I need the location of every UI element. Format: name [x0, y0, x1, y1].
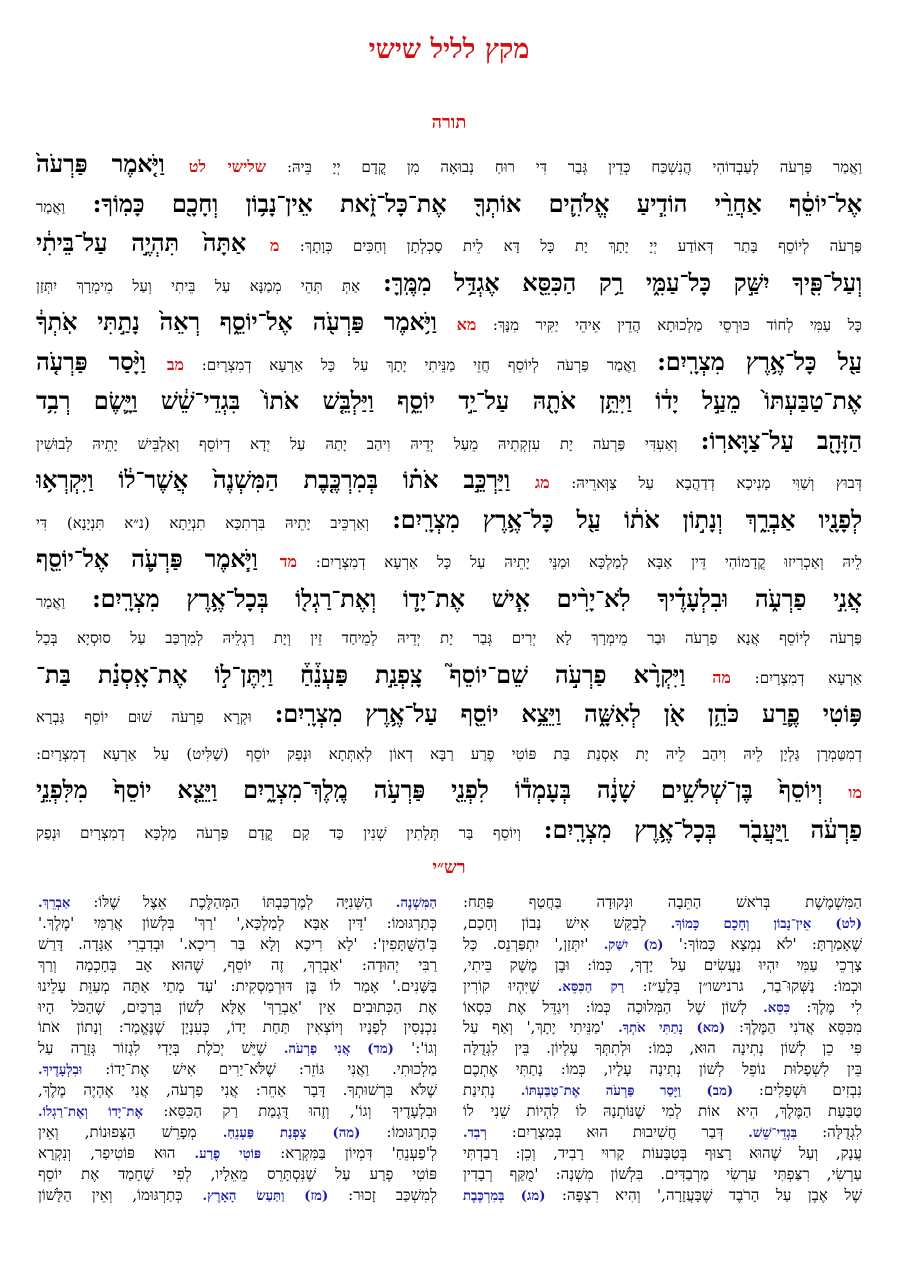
- dibur-hamatchil: הַמִּשְׁנֶה.: [395, 896, 437, 911]
- targum-text: וּבִלְעָדֶיךָ וְגוֹ', וְזֶהוּ דֻּגְמַת רַק הַכִּסֵּא:: [142, 1102, 437, 1121]
- targum-text: לְבַקֵּשׁ אִישׁ נָבוֹן וְחָכָם,: [463, 913, 671, 932]
- dibur-hamatchil: רַק הַכִּסֵּא.: [557, 979, 625, 995]
- targum-text: מְפָרֵשׁ הַצְּפוּנוֹת, וְאֵין: [38, 1122, 223, 1141]
- dibur-hamatchil: פּוֹטִי פֶרַע.: [194, 1146, 262, 1162]
- targum-text: וּכְמוֹ: נַשְּׁקוּ־בַר, גרנישו״ן בְּלַעַ״ז:: [624, 976, 862, 995]
- targum-text: לְמִשְׁכַּב זָכוּר:: [328, 1185, 437, 1204]
- targum-text: וַאֲמַר: [36, 592, 66, 611]
- verse-text: וַיֹּ֤אמֶר פַּרְעֹה֙: [36, 149, 189, 178]
- targum-text: 'מַנֵּיתִי יָתָךְ,' וְאַף עַל: [463, 1018, 619, 1037]
- targum-text: הַמִּשְׁמֶשֶׁת בְּרֹאשׁ הַתֵּבָה וּנְקוּדָה בַּחֲטַף פַּתַּח:: [463, 893, 862, 911]
- verse-text: פּ֥וֹטִי פֶ֛רַע כֹּהֵ֥ן אֹ֖ן לְאִשָּׁ֑ה וַיֵּצֵ֥א יוֹסֵ֖ף עַל־אֶ֥רֶץ מִצְרָֽיִם:: [251, 699, 862, 728]
- verse-text: אֶת־טַבַּעְתּוֹ֙ מֵעַ֣ל יָד֔וֹ וַיִּתֵּ֥ן אֹתָ֖הּ עַל־יַ֣ד יוֹסֵ֑ף וַיַּלְבֵּ֤שׁ אֹתוֹ֙ בִּגְדֵי־שֵׁ֔שׁ וַיָּ֛שֶׂם רְבִ֥ד: [36, 386, 862, 415]
- torah-line: [36, 462, 862, 502]
- targum-text: פּוֹטִי פֶרַע עַל שֶׁנִּסְתָּרֵס מֵאֵלָיו, לְפִי שֶׁחָמַד אֶת יוֹסֵף: [38, 1164, 437, 1183]
- rashi-line: [38, 956, 437, 977]
- torah-line: [36, 502, 862, 542]
- rashi-line: [38, 998, 437, 1019]
- rashi-column-right: [463, 893, 862, 1207]
- targum-text: צָרְכֵי עַמִּי יִהְיוּ נַעֲשִׂים עַל יָדְךָ, כְּמוֹ: וּבֶן מֶשֶׁק בֵּיתִי,: [463, 955, 862, 974]
- verse-number: מ: [269, 236, 280, 255]
- verse-text: אַתָּה֙ תִּהְיֶ֣ה עַל־בֵּיתִ֔י: [36, 228, 270, 257]
- verse-text: וְיוֹסֵף֙ בֶּן־שְׁלֹשִׁ֣ים שָׁנָ֔ה בְּעָמְד֕וֹ לִפְנֵ֖י פַּרְעֹ֣ה מֶֽלֶךְ־מִצְרָ֑יִם וַיֵּצֵ֤א יוֹסֵף֙ מִלִּפְנֵ֣י: [36, 775, 849, 804]
- targum-text: מַלְכוּתִי. וַאֲנִי גּוֹזֵר: שֶׁלֹּא־יָרִים אִישׁ אֶת־יָדוֹ:: [82, 1060, 437, 1079]
- torah-line: [36, 541, 862, 581]
- targum-text: וּקְרָא פַרְעֹה שׁוּם יוֹסֵף גַּבְרָא: [36, 708, 252, 726]
- targum-text: וְאַעְדִּי פַּרְעֹה יָת עִזְקְתֵיהּ מֵעַל יְדֵיהּ וִיהַב יָתַהּ עַל יְדָא דְיוֹסֵף וְאַלְבֵּישׁ יָתֵיהּ לְבוּשִׁין: [36, 434, 678, 453]
- targum-text: אַתְּ תְּהֵי מְמַנָּא עַל בֵּיתִי וְעַל מֵימְרָךְ יִתְּזַן: [36, 276, 361, 295]
- targum-text: כְּתַרְגּוּמוֹ: 'דֵּין אַבָּא לְמַלְכָּא,' 'רַךְ' בִּלְשׁוֹן אֲרַמִּי 'מֶלֶךְ.': [38, 913, 437, 932]
- rashi-line: [463, 893, 862, 914]
- targum-text: נְתִינַת: [463, 1081, 521, 1100]
- targum-text: בַּשָּׁנִים.' אָמַר לוֹ בֶּן דּוּרְמַסְקִית: 'עַד מָתַי אַתָּה מְעַוֵּת עָלֵינוּ: [38, 976, 437, 995]
- rashi-line: [463, 998, 862, 1019]
- dibur-hamatchil: (מ) יִשַּׁק.: [603, 937, 664, 953]
- targum-text: עַרְשִׂי, רִצַּפְתִּי עַרְשִׂי מַרְבַדִּים. בִּלְשׁוֹן מִשְׁנָה: 'מֻקַּף רְבָדִין: [463, 1164, 862, 1183]
- rashi-line: [463, 1144, 862, 1165]
- dibur-hamatchil: (מז) וַתַּעַשׂ הָאָרֶץ.: [202, 1188, 329, 1204]
- dibur-hamatchil: אֶת־יָדוֹ וְאֶת־רַגְלוֹ.: [38, 1105, 143, 1121]
- verse-text: אֲנִ֣י פַרְעֹ֑ה וּבִלְעָדֶ֗יךָ לֹֽא־יָרִ֨ים אִ֧ישׁ אֶת־יָד֛וֹ וְאֶת־רַגְל֖וֹ בְּכָל־אֶ֥רֶץ מִצְרָֽיִם:: [65, 583, 862, 613]
- verse-number: מד: [279, 552, 297, 571]
- torah-line: [36, 736, 862, 773]
- targum-text: בְּ'הַשֻּׁתָּפִין': 'לָא רִיכָא וְלָא בַּר רִיכָא.' וּבְדִבְרֵי אַגָּדָה. דָּרַשׁ: [38, 934, 437, 953]
- verse-text: וְעַל־פִּ֖יךָ יִשַּׁ֣ק כָּל־עַמִּ֑י רַ֥ק הַכִּסֵּ֖א אֶגְדַּ֥ל מִמֶּֽךָּ:: [360, 267, 862, 297]
- verse-text: עַ֖ל כָּל־אֶ֥רֶץ מִצְרָֽיִם:: [635, 346, 862, 376]
- targum-text: לְשׁוֹן שֶׁל הַמְּלוּכָה כְּמוֹ: וִיגַדֵּל אֶת כִּסְאוֹ: [463, 997, 764, 1016]
- aliyah-marker: שלישי לט: [188, 157, 267, 176]
- verse-number: מה: [712, 667, 731, 687]
- rashi-line: [463, 1081, 862, 1102]
- torah-line: [36, 344, 862, 384]
- rashi-line: [38, 1186, 437, 1207]
- targum-text: כָּל עַמִּי לְחוֹד כּוּרְסֵי מַלְכוּתָא הֲדֵין אֵיהֵי יַקִּיר מִנָּךְ:: [476, 316, 862, 334]
- rashi-line: [463, 977, 862, 998]
- torah-line: [36, 265, 862, 305]
- verse-text: וַיָּ֨סַר פַּרְעֹ֤ה: [36, 346, 167, 376]
- verse-text: הַזָּהָ֖ב עַל־צַוָּארֽוֹ:: [677, 425, 862, 455]
- rashi-line: [38, 1144, 437, 1165]
- targum-text: וַאֲמַר פַּרְעֹה לְיוֹסֵף חֲזֵי מַנֵּיתִי יָתָךְ עַל כָּל אַרְעָא דְמִצְרָיִם:: [184, 355, 636, 374]
- dibur-hamatchil: אַבְרֵךְ.: [38, 896, 71, 911]
- targum-text: שֶׁל אֶבֶן עַל הָרֹבֶד שֶׁבָּעֲזָרָה,' וְהִיא רִצְפָּה:: [545, 1185, 862, 1204]
- dibur-hamatchil: בִּגְדֵי־שֵׁשׁ.: [748, 1125, 798, 1141]
- dibur-hamatchil: וּבִלְעָדֶיךָ.: [38, 1063, 83, 1079]
- dibur-hamatchil: רְבִד.: [463, 1125, 487, 1141]
- targum-text: וַאֲמַר: [36, 197, 66, 216]
- rashi-line: [38, 977, 437, 998]
- dibur-hamatchil: (לט) אֵין־נָבוֹן וְחָכָם כָּמוֹךָ.: [670, 916, 862, 932]
- targum-text: כְּתַרְגּוּמוֹ:: [360, 1122, 437, 1141]
- targum-text: לִגְדֻלָּה:: [797, 1122, 862, 1141]
- torah-text: [36, 146, 862, 851]
- torah-heading: תורה: [431, 112, 467, 133]
- dibur-hamatchil: (מב) וַיָּסַר פַּרְעֹה אֶת־טַבַּעְתּוֹ.: [520, 1084, 734, 1100]
- targum-text: פִּי כֵן לְשׁוֹן נְתִינָה הוּא, כְּמוֹ: וּלְתִתְּךָ עֶלְיוֹן. בֵּין לִגְדֻלָּה: [463, 1039, 862, 1058]
- rashi-line: [38, 1081, 437, 1102]
- verse-number: מב: [166, 354, 185, 374]
- rashi-column-left: [38, 893, 437, 1207]
- verse-text: וַיִּקְרָ֨א פַרְעֹ֣ה שֵׁם־יוֹסֵף֮ צָֽפְנַ֣ת פַּעְנֵ֒חַ֒ וַיִּתֶּן־ל֣וֹ אֶת־אָֽסְנַ֗ת בַּת־: [36, 659, 713, 689]
- verse-number: מא: [456, 315, 477, 334]
- rashi-line: [463, 1123, 862, 1144]
- rashi-commentary: [36, 893, 862, 1207]
- targum-text: הַשְּׁנִיָּה לְמֶרְכַּבְתּוֹ הַמְּהַלֶּכֶת אֵצֶל שֶׁלּוֹ:: [70, 893, 396, 911]
- rashi-line: [463, 1018, 862, 1039]
- torah-line: [36, 772, 862, 812]
- targum-text: בֵּין לִשְׁפָלוּת נוֹפֵל לְשׁוֹן נְתִינָה עָלָיו, כְּמוֹ: נָתַתִּי אֶתְכֶם: [463, 1060, 862, 1079]
- targum-text: וְיוֹסֵף בַּר תְּלָתִין שְׁנִין כַּד קָם קֳדָם פַּרְעֹה מַלְכָּא דְמִצְרָיִם וּנְפַק: [36, 823, 521, 842]
- torah-line: [36, 225, 862, 265]
- torah-line: [36, 812, 862, 852]
- targum-text: רַבִּי יְהוּדָה: 'אַבְרֵךְ, זֶה יוֹסֵף, שֶׁהוּא אָב בְּחָכְמָה וְרַךְ: [38, 955, 437, 974]
- targum-text: אֶת הַכְּתוּבִים אֵין 'אַבְרֵךְ' אֶלָּא לְשׁוֹן בִּרְכַּיִם, שֶׁהַכֹּל הָיוּ: [38, 997, 437, 1016]
- rashi-line: [463, 1060, 862, 1081]
- verse-number: מג: [534, 473, 550, 492]
- rashi-line: [463, 956, 862, 977]
- targum-text: שֶׁלֹּא בִּרְשׁוּתְךָ. דָּבָר אַחֵר: אֲנִי פַרְעֹה, אֲנִי אֶהְיֶה מֶלֶךְ,: [38, 1081, 437, 1100]
- targum-text: כְּתַרְגּוּמוֹ, וְאֵין הַלָּשׁוֹן: [38, 1185, 203, 1204]
- torah-line: [36, 304, 862, 344]
- torah-line: [36, 383, 862, 423]
- targum-text: אַרְעָא דְמִצְרָיִם:: [730, 668, 862, 687]
- targum-text: הוּא פּוֹטִיפַר, וְנִקְרָא: [38, 1143, 195, 1162]
- targum-text: דְמִטַּמְרָן גַּלְיָן לֵיהּ וִיהַב לֵיהּ יָת אָסְנַת בַּת פּוֹטִי פֶרַע רַבָּא דְאוֹן לְאִתְּתָא וּנְפַק יוֹסֵף (שַׁלִּיט) עַל אַרְעָא דְמִצְרָיִם:: [36, 744, 862, 763]
- rashi-line: [38, 914, 437, 935]
- targum-text: לִי מֶלֶךְ:: [790, 997, 862, 1016]
- targum-text: שֶׁיֵּשׁ יְכֹלֶת בְּיָדִי לִגְזוֹר גְּזֵרָה עַל: [38, 1039, 284, 1058]
- rashi-line: [463, 935, 862, 956]
- page-title: מקץ לליל שישי: [368, 34, 530, 65]
- targum-text: נִכְנָסִין לְפָנָיו וְיוֹצְאִין תַּחַת יָדוֹ, כְּעִנְיָן שֶׁנֶּאֱמַר: וְנָתוֹן אֹתוֹ: [38, 1018, 437, 1037]
- rashi-line: [38, 1039, 437, 1060]
- targum-text: מִכִּסֵּא אֲדֹנִי הַמֶּלֶךְ:: [725, 1018, 862, 1037]
- rashi-line: [463, 914, 862, 935]
- dibur-hamatchil: (מא) נָתַתִּי אֹתְךָ.: [618, 1021, 726, 1037]
- rashi-line: [38, 1060, 437, 1081]
- torah-line: [36, 146, 862, 186]
- dibur-hamatchil: (מג) בְּמִרְכֶּבֶת: [463, 1188, 546, 1204]
- targum-text: וְגוֹ':': [393, 1039, 437, 1058]
- torah-line: [36, 581, 862, 621]
- rashi-line: [38, 1123, 437, 1144]
- rashi-line: [463, 1102, 862, 1123]
- verse-text: וַיֹּ֥אמֶר פַּרְעֹ֖ה אֶל־יוֹסֵ֑ף רְאֵה֙ נָתַ֣תִּי אֹֽתְךָ֔: [36, 307, 457, 336]
- verse-text: פַרְעֹ֔ה וַֽיַּעֲבֹ֖ר בְּכָל־אֶ֥רֶץ מִצְרָֽיִם:: [520, 814, 862, 844]
- rashi-line: [463, 1186, 862, 1207]
- dibur-hamatchil: (מד) אֲנִי פַרְעֹה.: [283, 1042, 394, 1058]
- targum-text: שֶׁיִּהְיוּ קוֹרִין: [463, 976, 558, 995]
- targum-text: נִבְזִים וּשְׁפָלִים:: [733, 1081, 862, 1100]
- targum-text: 'יִתְּזַן,' יִתְפַּרְנֵס. כָּל: [463, 934, 604, 953]
- dibur-hamatchil: כִּסֵּא.: [763, 1000, 791, 1016]
- dibur-hamatchil: (מה) צָפְנַת פַּעְנֵחַ.: [222, 1125, 361, 1141]
- verse-text: לְפָנָ֖יו אַבְרֵ֑ךְ וְנָת֣וֹן אֹת֔וֹ עַ֖ל כָּל־אֶ֥רֶץ מִצְרָֽיִם:: [369, 504, 862, 534]
- verse-text: אֶל־יוֹסֵ֔ף אַחֲרֵ֨י הוֹדִ֧יעַ אֱלֹהִ֛ים אוֹתְךָ֖ אֶת־כָּל־זֹ֑את אֵין־נָב֥וֹן וְחָכָ֖ם כָּמֽוֹךָ:: [65, 188, 862, 218]
- rashi-line: [38, 935, 437, 956]
- rashi-line: [463, 1039, 862, 1060]
- rashi-heading: רש״י: [432, 857, 466, 878]
- rashi-line: [38, 1018, 437, 1039]
- targum-text: וְאַרְכֵּיב יָתֵיהּ בִּרְתִכָּא תִנְיֵתָא (נ״א תִּנְיָנָא) דִּי: [36, 513, 370, 532]
- targum-text: לְ'פַעְנֵחַ' דִּמְיוֹן בַּמִּקְרָא:: [261, 1143, 437, 1162]
- targum-text: טַבַּעַת הַמֶּלֶךְ, הִיא אוֹת לְמִי שֶׁנּוֹתְנָהּ לוֹ לִהְיוֹת שֵׁנִי לוֹ: [463, 1102, 862, 1121]
- torah-line: [36, 657, 862, 697]
- torah-line: [36, 423, 862, 463]
- targum-text: פַּרְעֹה לְיוֹסֵף בָּתַר דְּאוֹדַע יְיָ יָתָךְ יָת כָּל דָּא לֵית סָכְלְתָן וְחַכִּים כְּוָתָךְ:: [279, 237, 862, 255]
- verse-text: וַיַּרְכֵּ֣ב אֹת֗וֹ בְּמִרְכֶּ֤בֶת הַמִּשְׁנֶה֙ אֲשֶׁר־ל֔וֹ וַיִּקְרְא֥וּ: [36, 465, 535, 494]
- verse-text: וַיֹּ֧אמֶר פַּרְעֹ֛ה אֶל־יוֹסֵ֖ף: [36, 544, 280, 573]
- targum-text: פַּרְעֹה לְיוֹסֵף אֲנָא פַרְעֹה וּבַר מֵימְרָךְ לָא יְרִים גְּבַר יָת יְדֵיהּ לְמֵיחַד זֵין וְיָת רַגְלֵיהּ לְמִרְכַּב עַל סוּסְיָא בְּכָל: [36, 629, 862, 647]
- torah-line: [36, 186, 862, 226]
- targum-text: דְּבוּץ וְשַׁוִּי מָנִיכָא דְדַהֲבָא עַל צַוְּארֵיהּ:: [549, 474, 862, 492]
- targum-text: לֵיהּ וְאַכְרִיזוּ קֳדָמוֹהִי דֵּין אַבָּא לְמַלְכָּא וּמַנֵּי יָתֵיהּ עַל כָּל אַרְעָא דְמִצְרָיִם:: [296, 553, 862, 571]
- rashi-line: [38, 1102, 437, 1123]
- torah-line: [36, 696, 862, 736]
- targum-text: עֲנָק, וְעַל שֶׁהוּא רָצוּף בְּטַבָּעוֹת קָרוּי רָבִיד, וְכֵן: רָבַדְתִּי: [463, 1143, 862, 1162]
- targum-text: שֶׁאָמַרְתָּ: 'לֹא נִמְצָא כָּמוֹךָ:': [663, 934, 862, 953]
- targum-text: וַאֲמַר פַּרְעֹה לְעַבְדוֹהִי הֲנִשְׁכַּח כְּדֵין גְּבַר דִּי רוּחַ נְבוּאָה מִן קֳדָם יְיָ בֵּיהּ:: [266, 158, 862, 176]
- rashi-line: [38, 1165, 437, 1186]
- rashi-line: [38, 893, 437, 914]
- rashi-line: [463, 1165, 862, 1186]
- targum-text: דְּבַר חֲשִׁיבוּת הוּא בְּמִצְרַיִם:: [486, 1122, 749, 1141]
- torah-line: [36, 620, 862, 657]
- verse-number: מו: [848, 783, 862, 802]
